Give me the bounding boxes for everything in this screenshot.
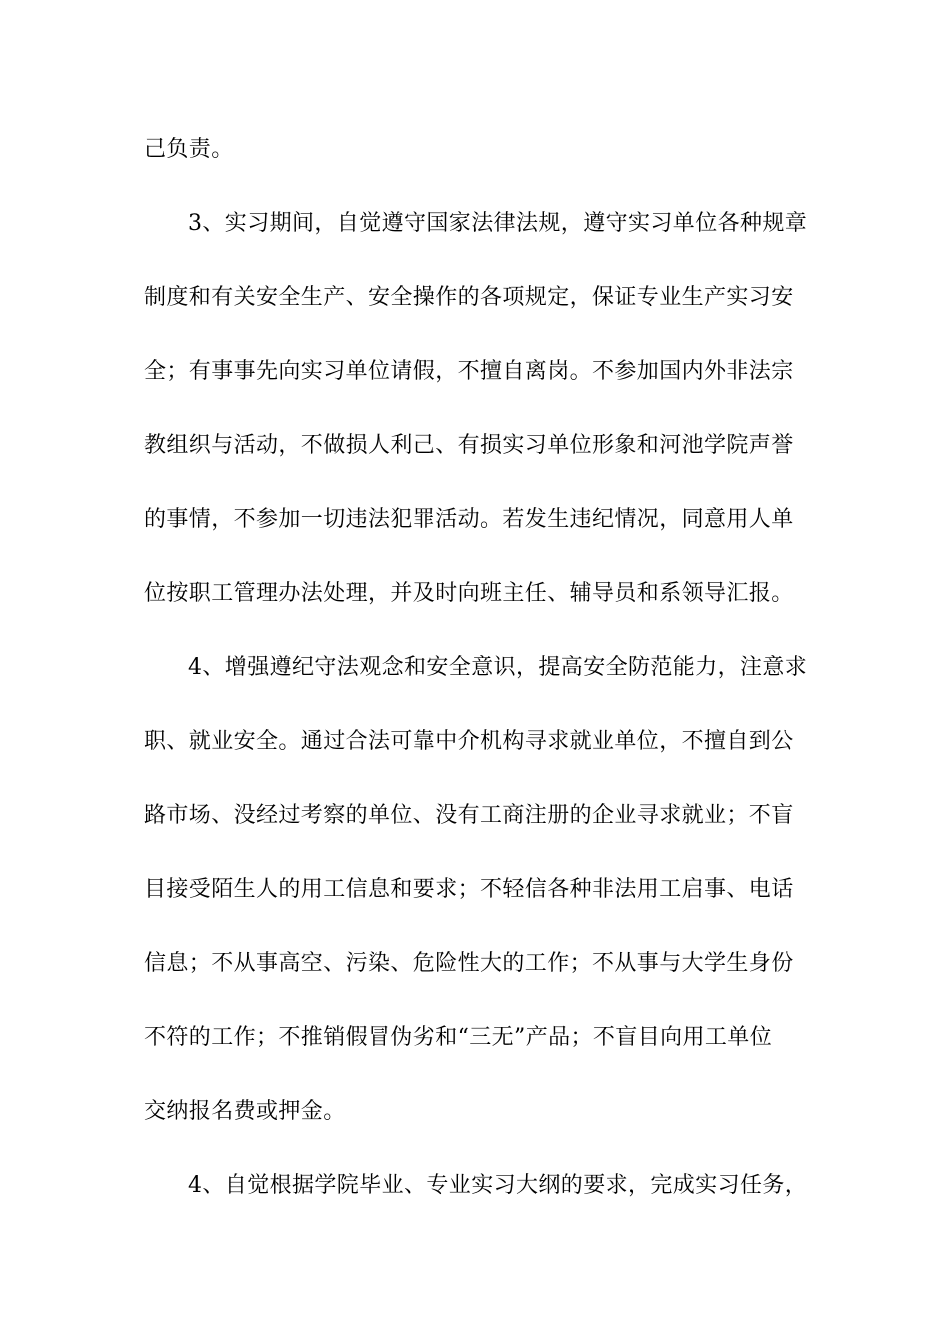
text-line: 全；有事事先向实习单位请假，不擅自离岗。不参加国内外非法宗 bbox=[144, 359, 794, 384]
paragraph-4b-start: 4、自觉根据学院毕业、专业实习大纲的要求，完成实习任务， bbox=[188, 1173, 808, 1198]
text-line: 的事情，不参加一切违法犯罪活动。若发生违纪情况，同意用人单 bbox=[144, 507, 794, 532]
text-line: 信息；不从事高空、污染、危险性大的工作；不从事与大学生身份 bbox=[144, 951, 794, 976]
text-line: 职、就业安全。通过合法可靠中介机构寻求就业单位，不擅自到公 bbox=[144, 729, 794, 754]
text-line: 目接受陌生人的用工信息和要求；不轻信各种非法用工启事、电话 bbox=[144, 877, 794, 902]
text-line: 己负责。 bbox=[144, 137, 234, 162]
text-line: 路市场、没经过考察的单位、没有工商注册的企业寻求就业；不盲 bbox=[144, 803, 794, 828]
text-line: 制度和有关安全生产、安全操作的各项规定，保证专业生产实习安 bbox=[144, 285, 794, 310]
text-line: 不符的工作；不推销假冒伪劣和“三无”产品；不盲目向用工单位 bbox=[144, 1025, 773, 1050]
text-line: 交纳报名费或押金。 bbox=[144, 1099, 346, 1124]
text-line: 教组织与活动，不做损人利己、有损实习单位形象和河池学院声誉 bbox=[144, 433, 794, 458]
text-line: 位按职工管理办法处理，并及时向班主任、辅导员和系领导汇报。 bbox=[144, 581, 794, 606]
paragraph-3-start: 3、实习期间，自觉遵守国家法律法规，遵守实习单位各种规章 bbox=[188, 211, 808, 236]
paragraph-4-start: 4、增强遵纪守法观念和安全意识，提高安全防范能力，注意求 bbox=[188, 655, 808, 680]
